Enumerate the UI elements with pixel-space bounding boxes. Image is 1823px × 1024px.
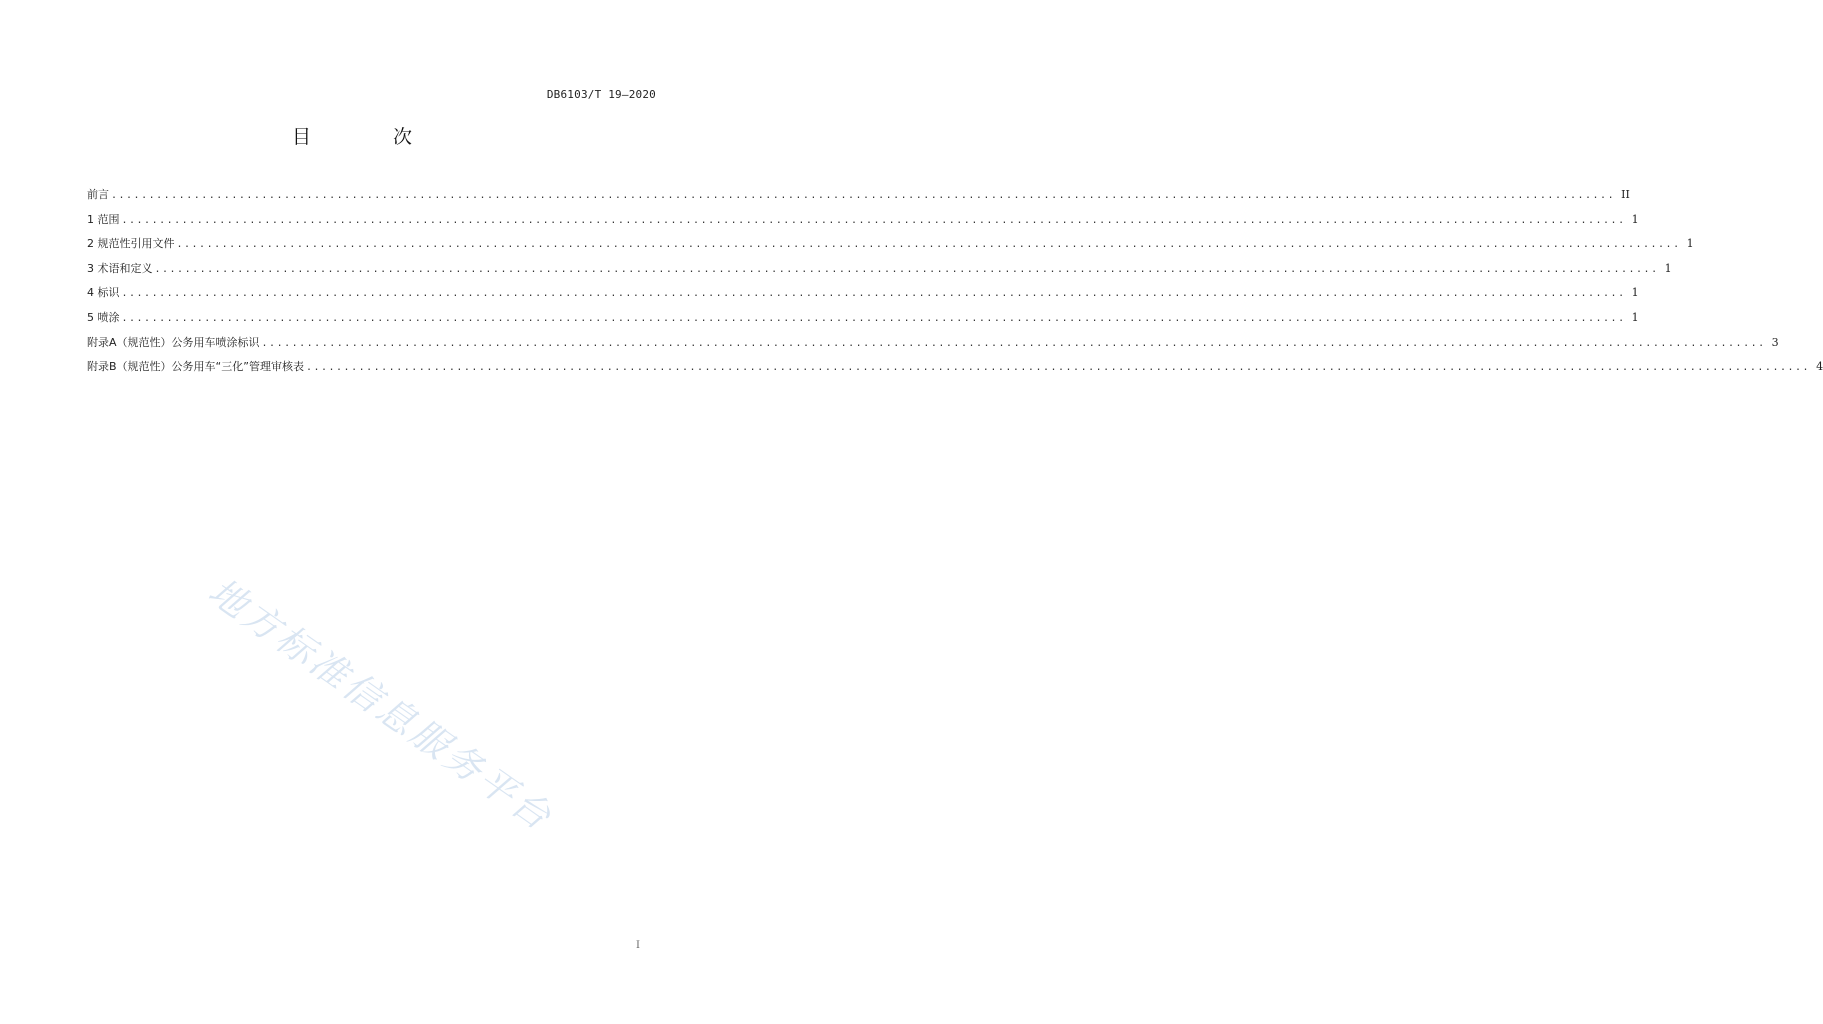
toc-entry-label: 5 喷涂 bbox=[87, 310, 120, 324]
page-title: 目 次 bbox=[291, 126, 451, 148]
toc-entry-label: 前言 bbox=[87, 188, 109, 201]
toc-entry-foreword[interactable] bbox=[87, 183, 1630, 208]
toc-entry-label: 3 术语和定义 bbox=[87, 261, 153, 275]
toc-entry-page: 4 bbox=[1816, 360, 1823, 374]
table-of-contents bbox=[87, 183, 1823, 380]
toc-dot-leader: ........................................................................................................................................................................................................ bbox=[305, 362, 1811, 374]
toc-entry-page: 1 bbox=[1686, 237, 1694, 251]
page-number: I bbox=[636, 940, 640, 951]
toc-dot-leader: ........................................................................................................................................................................................................ bbox=[121, 312, 1626, 324]
toc-entry-normative-references[interactable] bbox=[87, 232, 1694, 257]
toc-dot-leader: ........................................................................................................................................................................................................ bbox=[261, 337, 1766, 349]
toc-entry-page: 1 bbox=[1631, 286, 1639, 300]
toc-entry-appendix-b[interactable] bbox=[87, 355, 1823, 380]
toc-entry-page: II bbox=[1621, 188, 1630, 201]
toc-entry-page: 1 bbox=[1631, 310, 1639, 324]
toc-dot-leader: ........................................................................................................................................................................................................ bbox=[154, 263, 1659, 275]
toc-entry-label: 附录B（规范性）公务用车“三化”管理审核表 bbox=[87, 360, 304, 374]
toc-entry-label: 1 范围 bbox=[87, 212, 120, 226]
toc-dot-leader: ........................................................................................................................................................................................................ bbox=[176, 239, 1681, 251]
toc-entry-page: 1 bbox=[1664, 261, 1672, 275]
standard-code: DB6103/T 19—2020 bbox=[546, 88, 656, 101]
toc-dot-leader: ........................................................................................................................................................................................................ bbox=[111, 190, 1616, 201]
toc-dot-leader: ........................................................................................................................................................................................................ bbox=[121, 214, 1626, 226]
toc-entry-terms-definitions[interactable] bbox=[87, 257, 1672, 282]
toc-entry-spraying[interactable] bbox=[87, 306, 1639, 331]
toc-entry-label: 2 规范性引用文件 bbox=[87, 237, 175, 251]
toc-entry-marking[interactable] bbox=[87, 281, 1639, 306]
toc-entry-scope[interactable] bbox=[87, 208, 1639, 233]
toc-entry-appendix-a[interactable] bbox=[87, 331, 1779, 356]
toc-entry-label: 附录A（规范性）公务用车喷涂标识 bbox=[87, 335, 260, 349]
toc-dot-leader: ........................................................................................................................................................................................................ bbox=[121, 288, 1626, 300]
toc-entry-page: 1 bbox=[1631, 212, 1639, 226]
toc-entry-label: 4 标识 bbox=[87, 286, 120, 300]
toc-entry-page: 3 bbox=[1771, 335, 1779, 349]
watermark: 地方标准信息服务平台 bbox=[200, 569, 562, 841]
